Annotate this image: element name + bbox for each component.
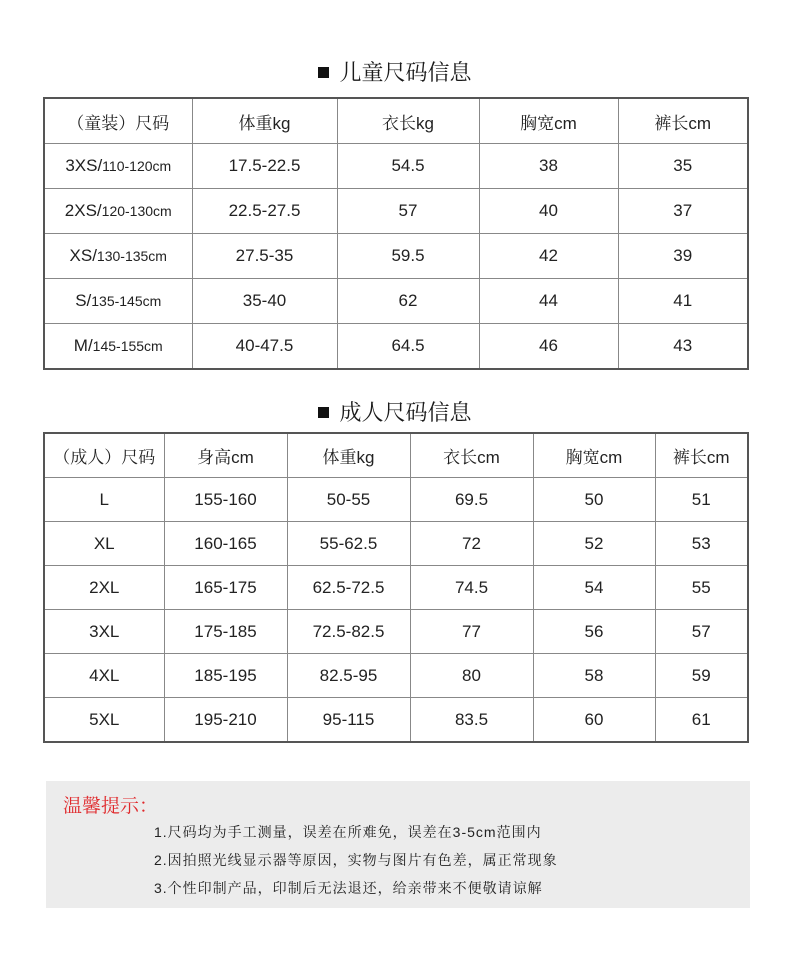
- pants-cell: 53: [655, 522, 748, 566]
- notice-line: 3.个性印制产品，印制后无法退还，给亲带来不便敬请谅解: [154, 880, 543, 896]
- weight-cell: 55-62.5: [287, 522, 410, 566]
- weight-cell: 27.5-35: [192, 234, 337, 279]
- header-cell: （成人）尺码: [53, 448, 156, 467]
- pants-cell: 51: [655, 478, 748, 522]
- chest-cell: 50: [533, 478, 655, 522]
- notice-box: [46, 781, 750, 908]
- height-cell: 155-160: [164, 478, 287, 522]
- size-cell: 4XL: [44, 654, 164, 698]
- header-cell: 裤长cm: [655, 433, 748, 478]
- height-cell: 160-165: [164, 522, 287, 566]
- chest-cell: 44: [479, 279, 618, 324]
- chest-cell: 46: [479, 324, 618, 370]
- chest-cell: 52: [533, 522, 655, 566]
- table-row: [44, 610, 748, 654]
- table-row: [44, 654, 748, 698]
- weight-cell: 40-47.5: [192, 324, 337, 370]
- size-cell: S/135-145cm: [44, 279, 192, 324]
- header-cell: 衣长cm: [410, 433, 533, 478]
- header-cell: 体重kg: [287, 433, 410, 478]
- weight-cell: 35-40: [192, 279, 337, 324]
- length-cell: 80: [410, 654, 533, 698]
- weight-cell: 72.5-82.5: [287, 610, 410, 654]
- table-header-row: [44, 433, 748, 478]
- table-row: [44, 522, 748, 566]
- size-cell: XL: [44, 522, 164, 566]
- chest-cell: 54: [533, 566, 655, 610]
- table-row: [44, 279, 748, 324]
- weight-cell: 95-115: [287, 698, 410, 743]
- height-cell: 195-210: [164, 698, 287, 743]
- size-cell: M/145-155cm: [44, 324, 192, 370]
- length-cell: 72: [410, 522, 533, 566]
- square-bullet-icon: [318, 407, 329, 418]
- notice-line: 1.尺码均为手工测量，误差在所难免，误差在3-5cm范围内: [154, 824, 542, 840]
- chest-cell: 38: [479, 144, 618, 189]
- length-cell: 77: [410, 610, 533, 654]
- chest-cell: 56: [533, 610, 655, 654]
- header-cell: 身高cm: [164, 433, 287, 478]
- chest-cell: 40: [479, 189, 618, 234]
- header-cell: 裤长cm: [618, 98, 748, 144]
- adult-size-table: [43, 432, 749, 743]
- size-cell: 2XS/120-130cm: [44, 189, 192, 234]
- pants-cell: 37: [618, 189, 748, 234]
- notice-title: 温馨提示：: [63, 796, 159, 817]
- table-row: [44, 566, 748, 610]
- size-cell: L: [44, 478, 164, 522]
- notice-line: 2.因拍照光线显示器等原因，实物与图片有色差，属正常现象: [154, 852, 558, 868]
- weight-cell: 82.5-95: [287, 654, 410, 698]
- size-cell: 5XL: [44, 698, 164, 743]
- table-row: [44, 478, 748, 522]
- pants-cell: 55: [655, 566, 748, 610]
- kids-size-table: [43, 97, 749, 370]
- length-cell: 54.5: [337, 144, 479, 189]
- chest-cell: 60: [533, 698, 655, 743]
- table-row: [44, 324, 748, 370]
- square-bullet-icon: [318, 67, 329, 78]
- pants-cell: 41: [618, 279, 748, 324]
- length-cell: 74.5: [410, 566, 533, 610]
- height-cell: 185-195: [164, 654, 287, 698]
- length-cell: 64.5: [337, 324, 479, 370]
- length-cell: 62: [337, 279, 479, 324]
- length-cell: 69.5: [410, 478, 533, 522]
- chest-cell: 42: [479, 234, 618, 279]
- weight-cell: 22.5-27.5: [192, 189, 337, 234]
- length-cell: 83.5: [410, 698, 533, 743]
- table-row: [44, 234, 748, 279]
- pants-cell: 43: [618, 324, 748, 370]
- chest-cell: 58: [533, 654, 655, 698]
- header-cell: 胸宽cm: [479, 98, 618, 144]
- size-cell: 3XS/110-120cm: [44, 144, 192, 189]
- weight-cell: 17.5-22.5: [192, 144, 337, 189]
- pants-cell: 57: [655, 610, 748, 654]
- table-header-row: [44, 98, 748, 144]
- table-row: [44, 698, 748, 743]
- size-cell: XS/130-135cm: [44, 234, 192, 279]
- size-cell: 2XL: [44, 566, 164, 610]
- table-row: [44, 189, 748, 234]
- header-cell: 胸宽cm: [533, 433, 655, 478]
- header-cell: （童装）尺码: [67, 113, 170, 133]
- size-cell: 3XL: [44, 610, 164, 654]
- length-cell: 57: [337, 189, 479, 234]
- pants-cell: 61: [655, 698, 748, 743]
- kids-section-title: 儿童尺码信息: [0, 56, 790, 87]
- pants-cell: 59: [655, 654, 748, 698]
- height-cell: 175-185: [164, 610, 287, 654]
- weight-cell: 62.5-72.5: [287, 566, 410, 610]
- header-cell: 衣长kg: [337, 98, 479, 144]
- height-cell: 165-175: [164, 566, 287, 610]
- weight-cell: 50-55: [287, 478, 410, 522]
- adult-section-title: 成人尺码信息: [0, 396, 790, 427]
- pants-cell: 35: [618, 144, 748, 189]
- header-cell: 体重kg: [192, 98, 337, 144]
- pants-cell: 39: [618, 234, 748, 279]
- table-row: [44, 144, 748, 189]
- length-cell: 59.5: [337, 234, 479, 279]
